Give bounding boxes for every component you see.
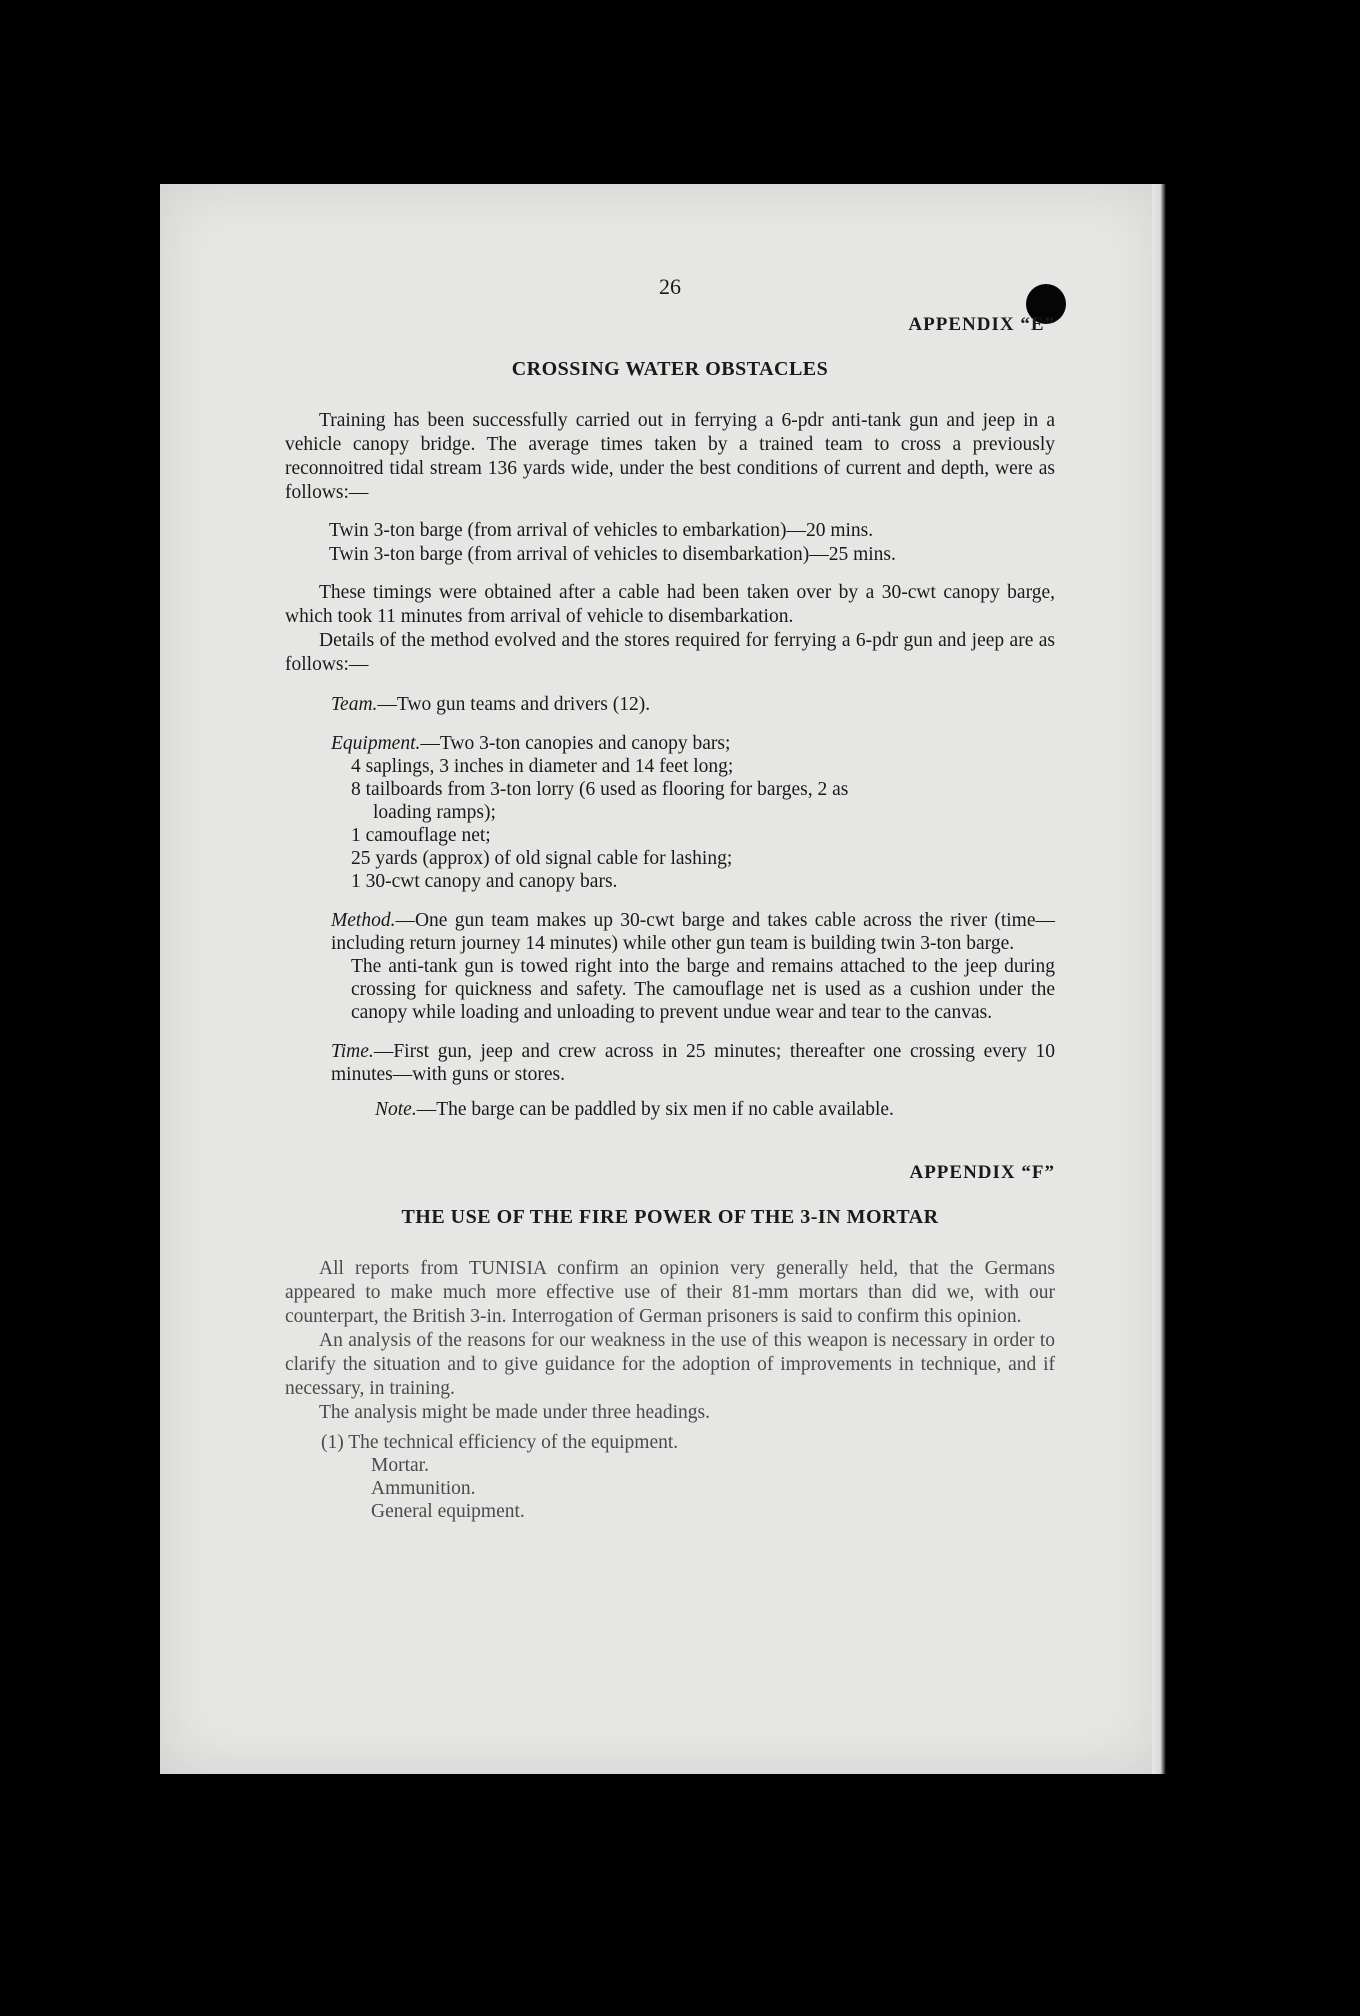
appendix-e-intro: Training has been successfully carried out in ferrying a 6-pdr anti-tank gun and jeep in a vehicle canopy bridge. The average times taken by a trained team to cross a previously reconnoitred tidal stream 136 yards wide, under the best conditions of current and depth, were as follows:— [285, 410, 1055, 503]
note-label: Note. [375, 1099, 417, 1120]
equipment-item: 4 saplings, 3 inches in diameter and 14 feet long; [351, 756, 734, 777]
note-text: —The barge can be paddled by six men if no cable available. [416, 1099, 894, 1120]
timing-disembarkation: Twin 3-ton barge (from arrival of vehicles to disembarkation)—25 mins. [329, 544, 896, 565]
appendix-e-para-2: These timings were obtained after a cable had been taken over by a 30-cwt canopy barge, which took 11 minutes from arrival of vehicle to disembarkation. [285, 582, 1055, 627]
document-page [160, 184, 1160, 1774]
sub-item-mortar: Mortar. [371, 1455, 429, 1476]
method-text: —One gun team makes up 30-cwt barge and takes cable across the river (time—including return journey 14 minutes) while other gun team is building twin 3-ton barge. [331, 910, 1055, 954]
equipment-item: 1 camouflage net; [351, 825, 491, 846]
appendix-f-title: THE USE OF THE FIRE POWER OF THE 3-IN MORTAR [401, 1206, 939, 1228]
note-block [375, 1098, 1055, 1122]
team-label: Team. [331, 694, 378, 715]
equipment-item: 25 yards (approx) of old signal cable for lashing; [351, 848, 733, 869]
appendix-f-para-2: An analysis of the reasons for our weakness in the use of this weapon is necessary in order to clarify the situation and to give guidance for the adoption of improvements in technique, and if necessary, in training. [285, 1330, 1055, 1399]
equipment-label: Equipment. [331, 733, 421, 754]
headings-list [321, 1431, 1055, 1523]
heading-1: (1) The technical efficiency of the equipment. [321, 1432, 679, 1453]
equipment-item: 1 30-cwt canopy and canopy bars. [351, 871, 618, 892]
time-text: —First gun, jeep and crew across in 25 minutes; thereafter one crossing every 10 minutes—with guns or stores. [331, 1041, 1055, 1085]
page-edge [1152, 184, 1166, 1774]
timing-embarkation: Twin 3-ton barge (from arrival of vehicles to embarkation)—20 mins. [329, 520, 874, 541]
method-block [331, 909, 1055, 1024]
appendix-f-label: APPENDIX “F” [909, 1162, 1055, 1183]
equipment-item: loading ramps); [373, 802, 496, 823]
equipment-text: —Two 3-ton canopies and canopy bars; [420, 733, 731, 754]
appendix-f-para-1: All reports from TUNISIA confirm an opinion very generally held, that the Germans appeared to make much more effective use of their 81-mm mortars than did we, with our counterpart, the British 3-in. Interrogation of German prisoners is said to confirm this opinion. [285, 1258, 1055, 1327]
appendix-e-label: APPENDIX “E” [908, 314, 1055, 335]
appendix-f-section [285, 1162, 1055, 1523]
method-text-2: The anti-tank gun is towed right into the barge and remains attached to the jeep during crossing for quickness and safety. The camouflage net is used as a cushion under the canopy while loading and unloading to prevent undue wear and tear to the canvas. [351, 956, 1055, 1023]
method-label: Method. [331, 910, 396, 931]
time-block [331, 1040, 1055, 1086]
timings-list [285, 519, 1055, 567]
equipment-block [331, 732, 1055, 893]
team-block [331, 693, 1055, 716]
appendix-f-para-3: The analysis might be made under three headings. [319, 1402, 710, 1423]
page-content [285, 274, 1055, 1523]
appendix-e-title: CROSSING WATER OBSTACLES [511, 358, 829, 380]
time-label: Time. [331, 1041, 374, 1062]
appendix-e-para-3: Details of the method evolved and the stores required for ferrying a 6-pdr gun and jeep are as follows:— [285, 630, 1055, 675]
team-text: —Two gun teams and drivers (12). [377, 694, 651, 715]
sub-item-general-equipment: General equipment. [371, 1501, 525, 1522]
sub-item-ammunition: Ammunition. [371, 1478, 476, 1499]
equipment-item: 8 tailboards from 3-ton lorry (6 used as flooring for barges, 2 as [351, 779, 849, 800]
page-number: 26 [659, 274, 681, 299]
